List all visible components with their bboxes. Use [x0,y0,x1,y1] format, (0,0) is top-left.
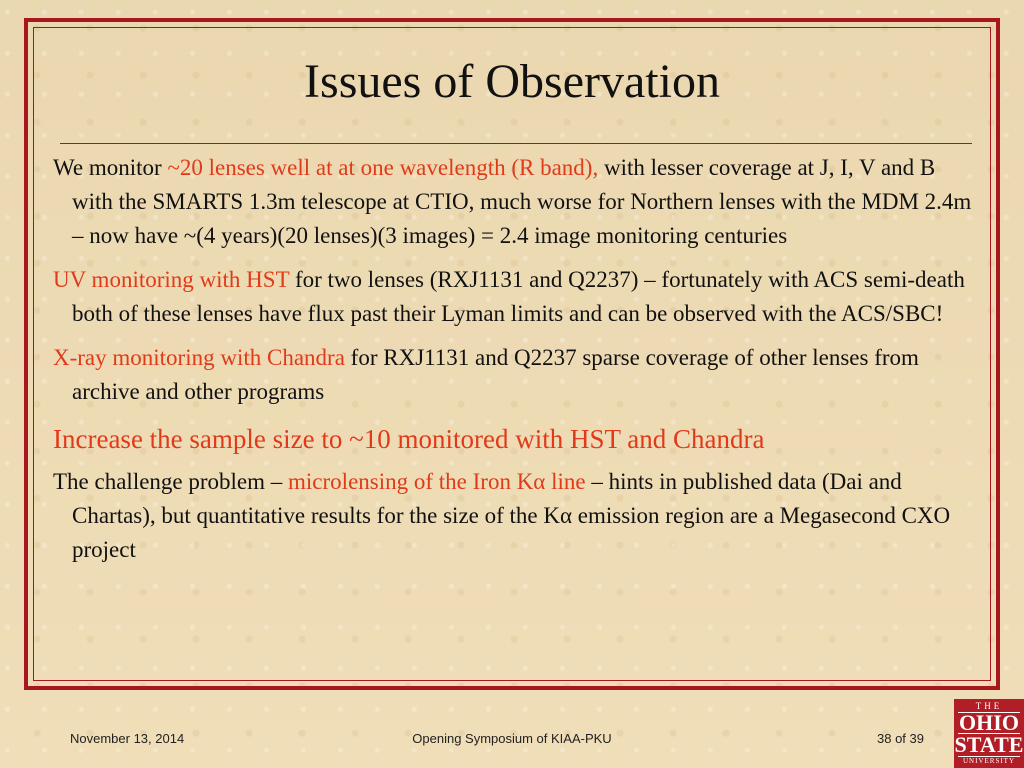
highlighted-text: ~20 lenses well at at one wavelength (R band), [167,155,599,180]
highlighted-text: Increase the sample size to ~10 monitored with HST and Chandra [53,424,765,454]
footer-page-number: 38 of 39 [877,731,924,746]
paragraph-text: We monitor [53,155,168,180]
highlighted-text: UV monitoring with HST [53,267,290,292]
body-paragraph [53,465,973,567]
footer-date: November 13, 2014 [70,731,185,746]
logo-line-ohio: OHIO [959,710,1019,735]
paragraph-text: for RXJ1131 and Q2237 sparse coverage of other lenses from archive and other programs [72,345,919,404]
title-divider [60,143,972,144]
footer-event: Opening Symposium of KIAA-PKU [412,731,612,746]
body-paragraph [53,419,973,459]
slide-title: Issues of Observation [304,55,720,108]
paragraph-text: – hints in published data (Dai and Chartas), but quantitative results for the size of the Kα emission region are a Megasecond CXO project [72,469,951,562]
logo-line-the: THE [975,701,1003,711]
highlighted-text: X-ray monitoring with Chandra [53,345,345,370]
slide-body [53,151,973,577]
logo-line-state: STATE [954,732,1024,757]
highlighted-text: microlensing of the Iron Kα line [288,469,586,494]
logo-line-university: UNIVERSITY [958,756,1020,765]
paragraph-text: with lesser coverage at J, I, V and B with the SMARTS 1.3m telescope at CTIO, much worse for Northern lenses with the MDM 2.4m – now have ~(4 years)(20 lenses)(3 images) = 2.4 image monitoring centuries [72,155,972,248]
paragraph-text: The challenge problem – [53,469,289,494]
body-paragraph [53,151,973,253]
ohio-state-logo [954,699,1024,768]
body-paragraph [53,341,973,409]
paragraph-text: for two lenses (RXJ1131 and Q2237) – fortunately with ACS semi-death both of these lenses have flux past their Lyman limits and can be observed with the ACS/SBC! [72,267,965,326]
body-paragraph [53,263,973,331]
